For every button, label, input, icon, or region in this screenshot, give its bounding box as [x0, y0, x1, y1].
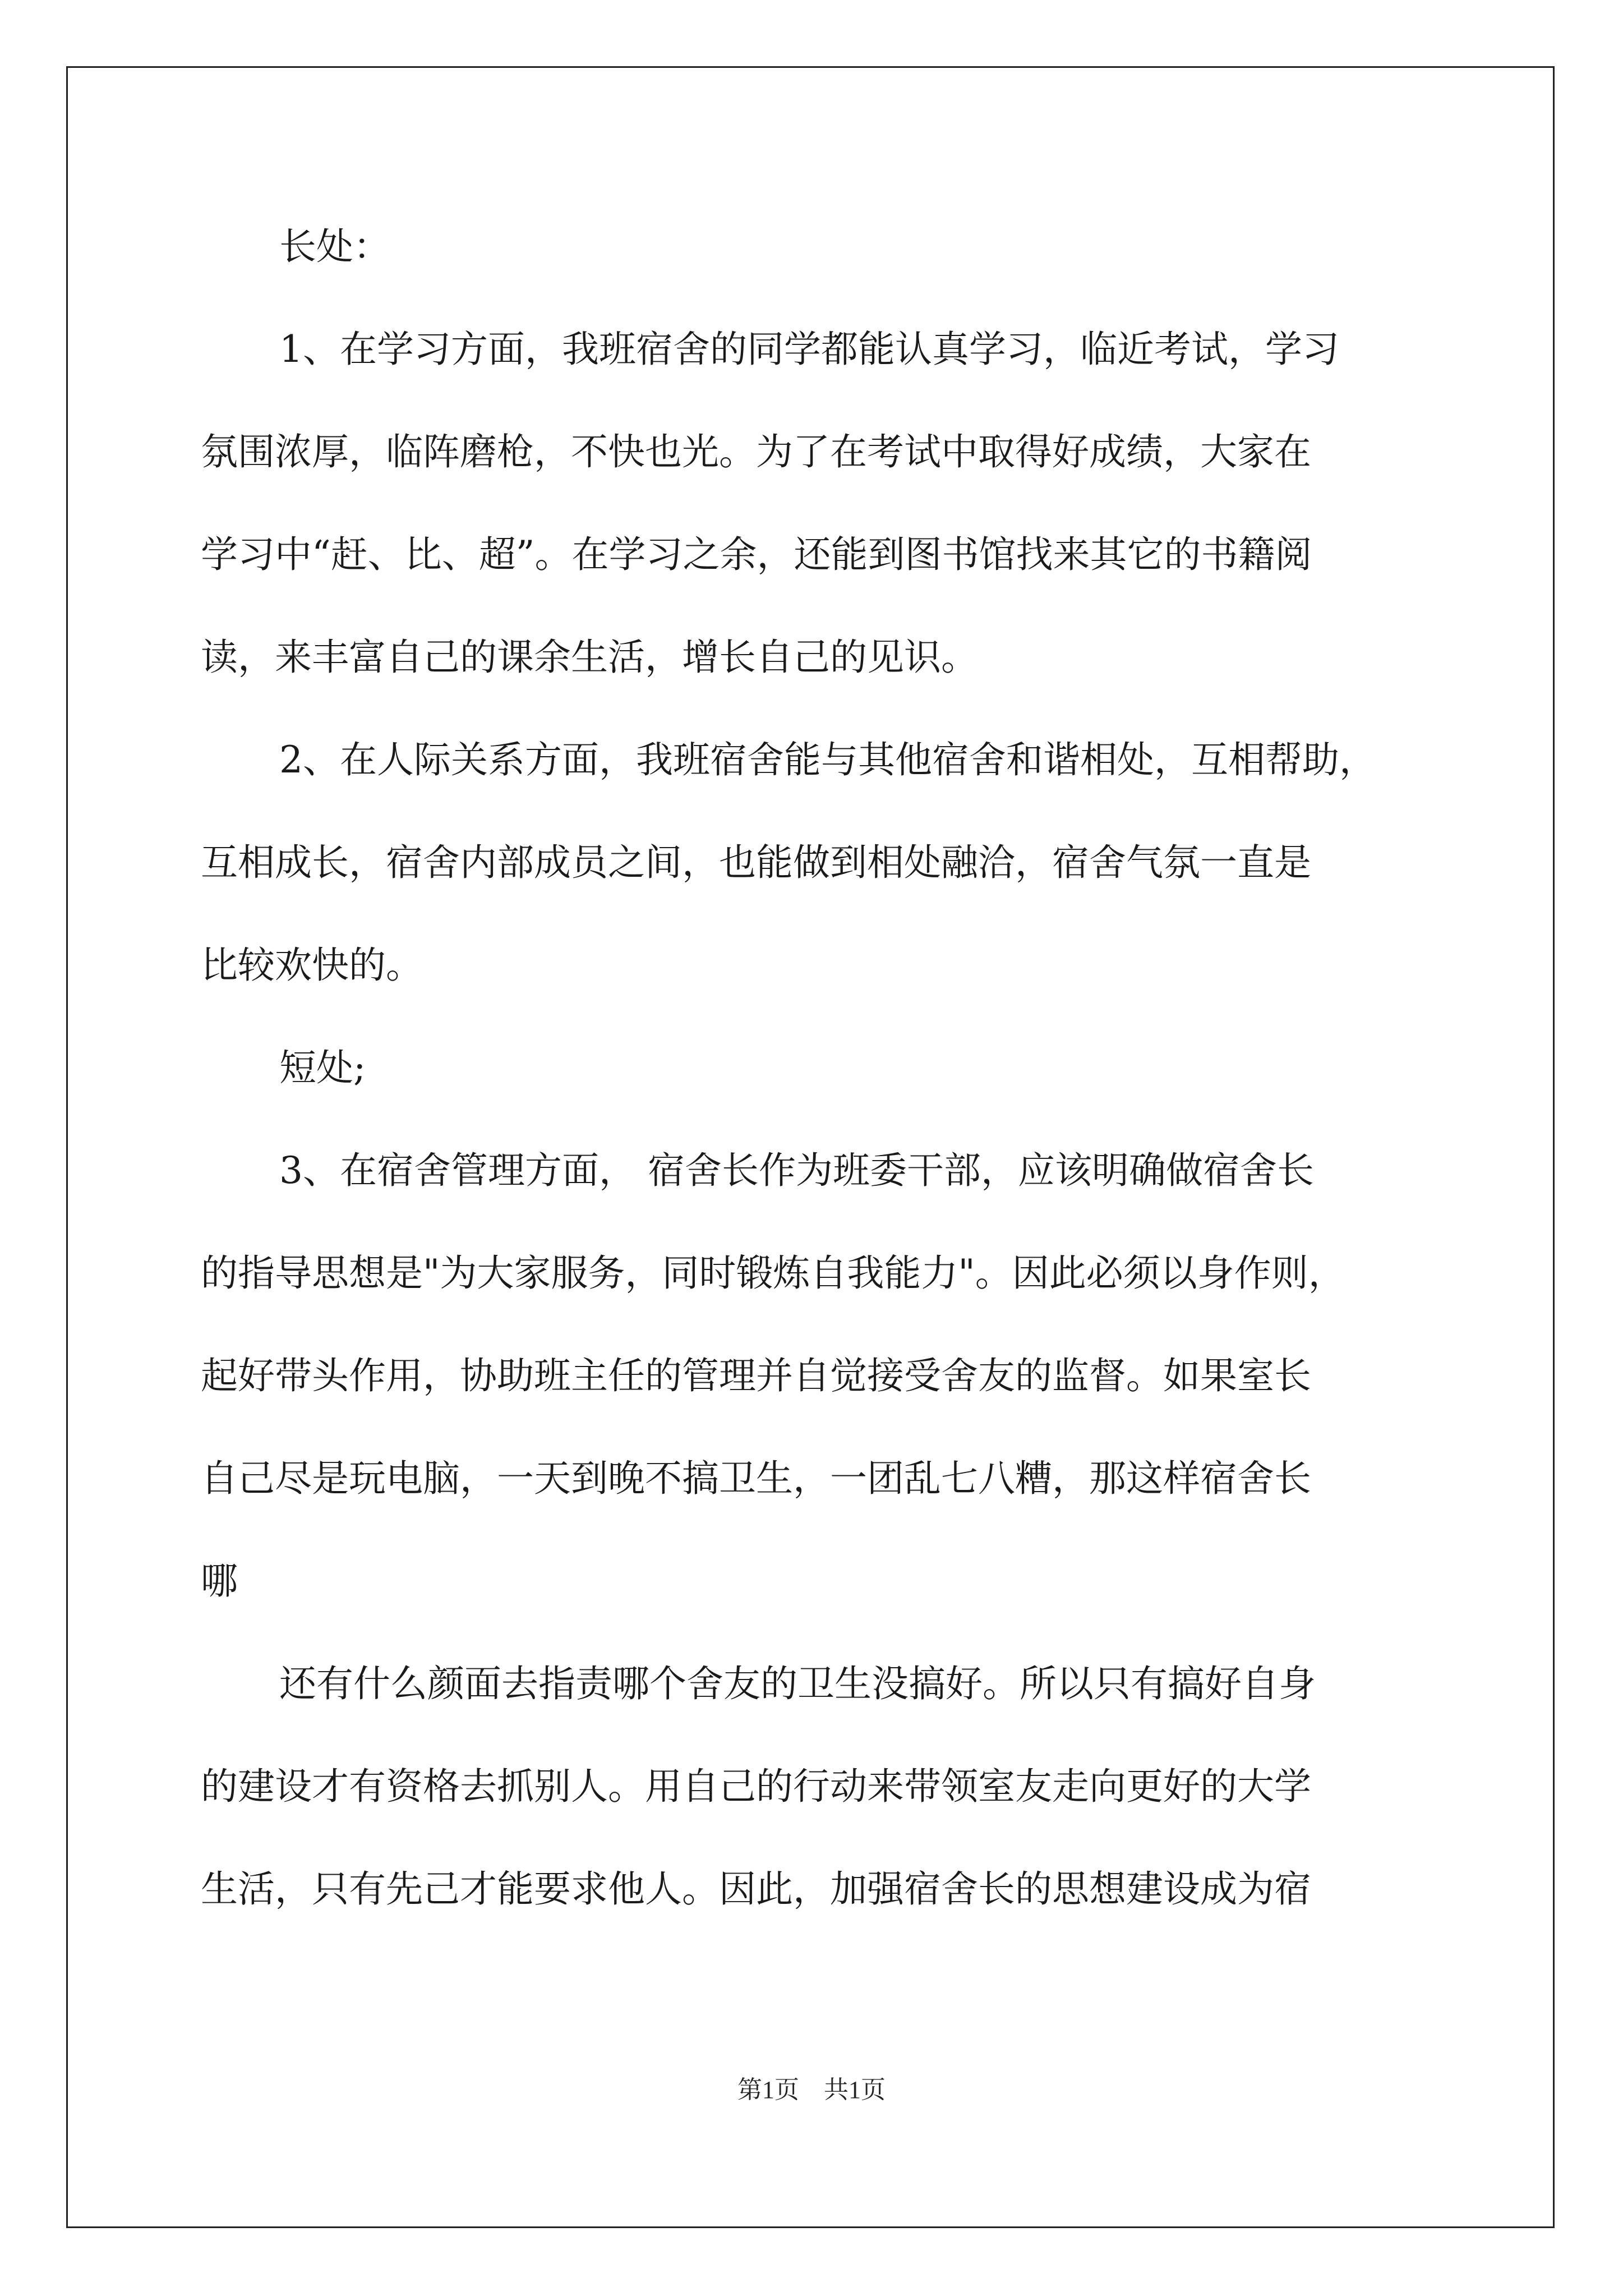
text-line: 氛围浓厚，临阵磨枪，不快也光。为了在考试中取得好成绩，大家在: [201, 430, 1311, 473]
text-line: 1、在学习方面，我班宿舍的同学都能认真学习，临近考试，学习: [279, 328, 1339, 371]
text-line: 读，来丰富自己的课余生活，增长自己的见识。: [201, 636, 978, 679]
text-line: 3、在宿舍管理方面， 宿舍长作为班委干部，应该明确做宿舍长: [279, 1149, 1314, 1192]
text-line: 的建设才有资格去抓别人。用自己的行动来带领室友走向更好的大学: [201, 1765, 1311, 1808]
text-line: 生活，只有先己才能要求他人。因此，加强宿舍长的思想建设成为宿: [201, 1867, 1311, 1911]
page-footer: 第1页 共1页: [737, 2076, 886, 2104]
text-line: 起好带头作用，协助班主任的管理并自觉接受舍友的监督。如果室长: [201, 1354, 1311, 1397]
text-line: 学习中“赶、比、超”。在学习之余，还能到图书馆找来其它的书籍阅: [201, 533, 1312, 576]
heading-weaknesses: 短处;: [279, 1046, 366, 1089]
text-line: 自己尽是玩电脑，一天到晚不搞卫生，一团乱七八糟，那这样宿舍长: [201, 1457, 1311, 1500]
text-line: 比较欢快的。: [201, 944, 423, 987]
text-line: 互相成长，宿舍内部成员之间，也能做到相处融洽，宿舍气氛一直是: [201, 841, 1311, 884]
text-line: 哪: [201, 1559, 238, 1603]
text-line: 还有什么颜面去指责哪个舍友的卫生没搞好。所以只有搞好自身: [279, 1662, 1316, 1705]
text-line: 的指导思想是"为大家服务，同时锻炼自我能力"。因此必须以身作则，: [201, 1251, 1345, 1295]
text-line: 2、在人际关系方面，我班宿舍能与其他宿舍和谐相处，互相帮助，: [279, 738, 1376, 781]
heading-strengths: 长处：: [279, 225, 390, 268]
